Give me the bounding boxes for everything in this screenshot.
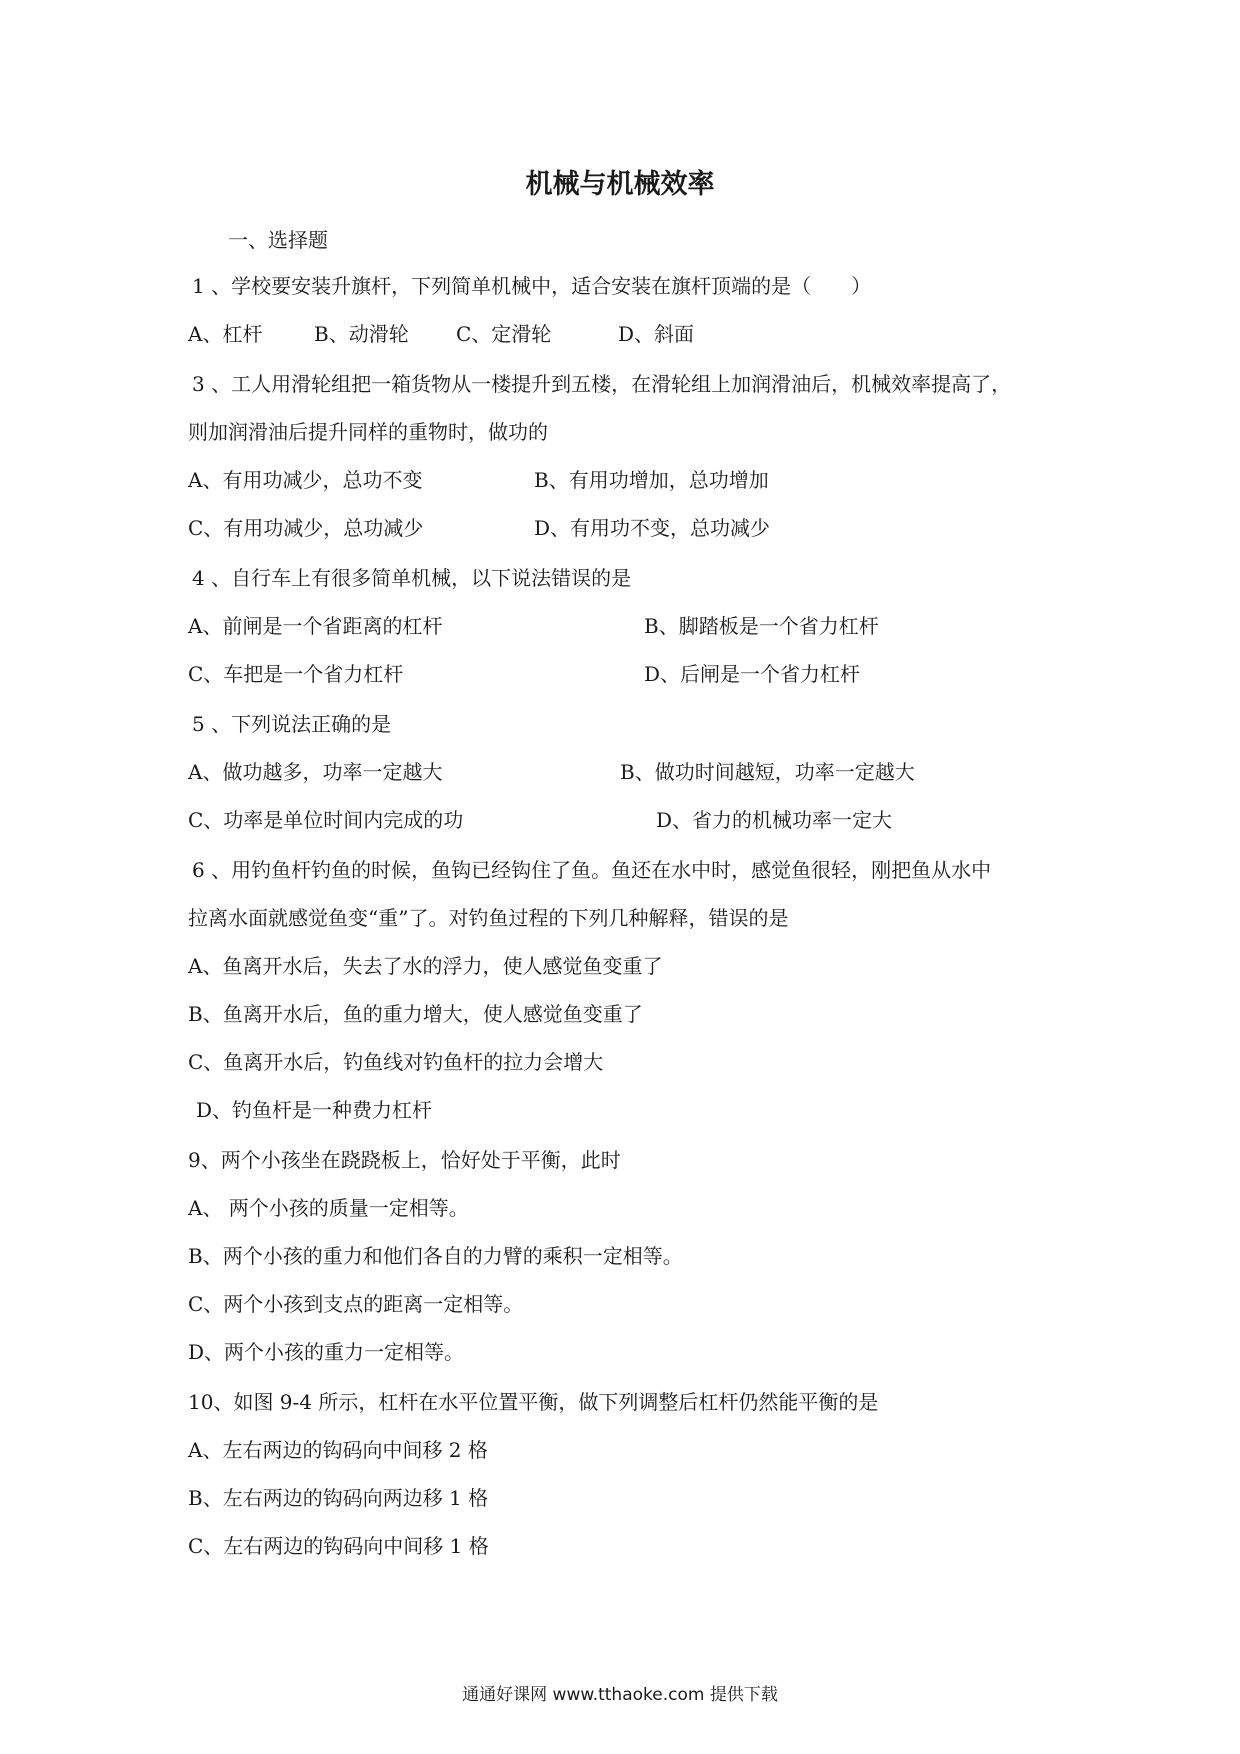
footer-note: 通通好课网 www.tthaoke.com 提供下载 (462, 1685, 778, 1705)
q3-option-a: A、有用功减少，总功不变 (188, 468, 423, 492)
q4-option-d: D、后闸是一个省力杠杆 (644, 662, 861, 686)
q1-option-c: C、定滑轮 (456, 322, 552, 346)
q4-option-b: B、脚踏板是一个省力杠杆 (644, 614, 879, 638)
q3-stem-line2: 则加润滑油后提升同样的重物时，做功的 (188, 420, 548, 444)
q9-option-a: A、 两个小孩的质量一定相等。 (188, 1196, 469, 1220)
q4-stem: 4 、自行车上有很多简单机械，以下说法错误的是 (192, 566, 632, 590)
section-heading: 一、选择题 (228, 228, 328, 252)
q4-option-a: A、前闸是一个省距离的杠杆 (188, 614, 443, 638)
q1-option-d: D、斜面 (618, 322, 695, 346)
q5-option-a: A、做功越多，功率一定越大 (188, 760, 443, 784)
q10-option-c: C、左右两边的钩码向中间移 1 格 (188, 1534, 489, 1558)
q1-option-a: A、杠杆 (188, 322, 263, 346)
q1-stem: 1 、学校要安装升旗杆，下列简单机械中，适合安装在旗杆顶端的是（ ） (192, 274, 872, 298)
page-title: 机械与机械效率 (525, 169, 715, 200)
q6-stem-line1: 6 、用钓鱼杆钓鱼的时候，鱼钩已经钩住了鱼。鱼还在水中时，感觉鱼很轻，刚把鱼从水中 (192, 858, 992, 882)
q9-option-b: B、两个小孩的重力和他们各自的力臂的乘积一定相等。 (188, 1244, 683, 1268)
q3-stem-line1: 3 、工人用滑轮组把一箱货物从一楼提升到五楼，在滑轮组上加润滑油后，机械效率提高了， (192, 372, 1012, 396)
q10-option-a: A、左右两边的钩码向中间移 2 格 (188, 1438, 488, 1462)
q9-stem: 9、两个小孩坐在跷跷板上，恰好处于平衡，此时 (188, 1148, 621, 1172)
q6-option-d: D、钓鱼杆是一种费力杠杆 (196, 1098, 433, 1122)
q6-option-b: B、鱼离开水后，鱼的重力增大，使人感觉鱼变重了 (188, 1002, 643, 1026)
q1-option-b: B、动滑轮 (314, 322, 409, 346)
q9-option-c: C、两个小孩到支点的距离一定相等。 (188, 1292, 524, 1316)
q6-option-c: C、鱼离开水后，钓鱼线对钓鱼杆的拉力会增大 (188, 1050, 604, 1074)
q6-stem-line2: 拉离水面就感觉鱼变“重”了。对钓鱼过程的下列几种解释，错误的是 (188, 906, 789, 930)
q5-option-d: D、省力的机械功率一定大 (656, 808, 893, 832)
q3-option-c: C、有用功减少，总功减少 (188, 516, 424, 540)
q10-option-b: B、左右两边的钩码向两边移 1 格 (188, 1486, 489, 1510)
q5-stem: 5 、下列说法正确的是 (192, 712, 392, 736)
q5-option-b: B、做功时间越短，功率一定越大 (620, 760, 915, 784)
q3-option-d: D、有用功不变，总功减少 (534, 516, 771, 540)
q9-option-d: D、两个小孩的重力一定相等。 (188, 1340, 465, 1364)
q4-option-c: C、车把是一个省力杠杆 (188, 662, 404, 686)
q3-option-b: B、有用功增加，总功增加 (534, 468, 769, 492)
q6-option-a: A、鱼离开水后，失去了水的浮力，使人感觉鱼变重了 (188, 954, 663, 978)
q10-stem: 10、如图 9-4 所示，杠杆在水平位置平衡，做下列调整后杠杆仍然能平衡的是 (188, 1390, 879, 1414)
q5-option-c: C、功率是单位时间内完成的功 (188, 808, 464, 832)
